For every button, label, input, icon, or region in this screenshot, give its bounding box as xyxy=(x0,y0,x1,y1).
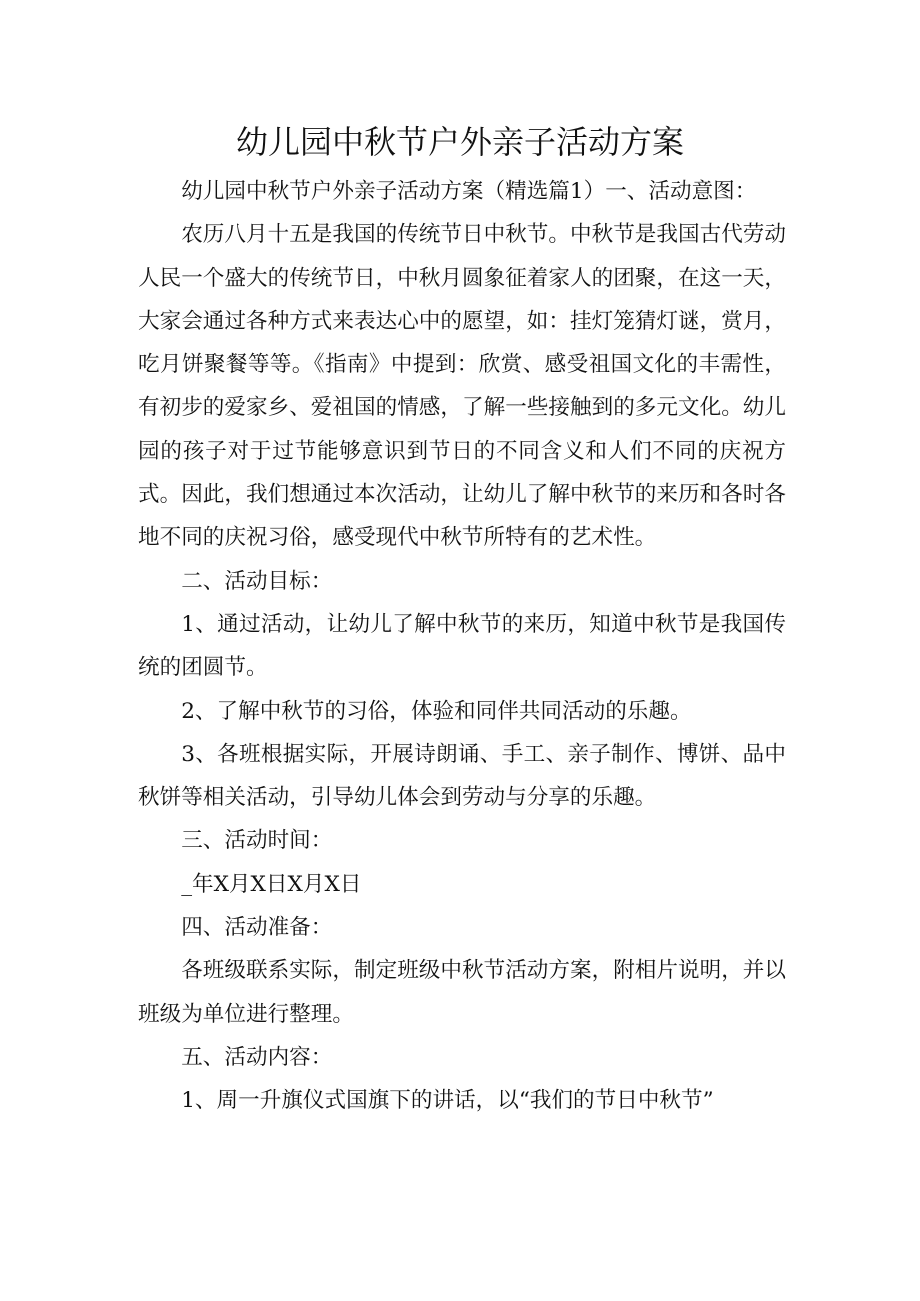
section-heading-preparation: 四、活动准备： xyxy=(181,915,333,941)
document-title: 幼儿园中秋节户外亲子活动方案 xyxy=(235,123,684,161)
goal-item-1: 1、通过活动，让幼儿了解中秋节的来历，知道中秋节是我国传统的团圆节。 xyxy=(138,611,786,681)
section-heading-goals: 二、活动目标： xyxy=(181,568,333,594)
goal-item-2: 2、了解中秋节的习俗，体验和同伴共同活动的乐趣。 xyxy=(181,698,692,724)
paragraph-intent: 农历八月十五是我国的传统节日中秋节。中秋节是我国古代劳动人民一个盛大的传统节日，中秋月圆象征着家人的团聚，在这一天，大家会通过各种方式来表达心中的愿望，如：挂灯笼猜灯谜，赏月，吃月饼聚餐等等。《指南》中提到：欣赏、感受祖国文化的丰需性，有初步的爱家乡、爱祖国的情感，了解一些接触到的多元文化。幼儿园的孩子对于过节能够意识到节日的不同含义和人们不同的庆祝方式。因此，我们想通过本次活动，让幼儿了解中秋节的来历和各时各地不同的庆祝习俗，感受现代中秋节所特有的艺术性。 xyxy=(138,222,786,551)
goal-item-3: 3、各班根据实际，开展诗朗诵、手工、亲子制作、博饼、品中秋饼等相关活动，引导幼儿体会到劳动与分享的乐趣。 xyxy=(138,741,786,811)
content-item-1: 1、周一升旗仪式国旗下的讲话，以“我们的节日中秋节” xyxy=(181,1088,714,1114)
paragraph-preparation: 各班级联系实际，制定班级中秋节活动方案，附相片说明，并以班级为单位进行整理。 xyxy=(138,958,786,1027)
section-heading-content: 五、活动内容： xyxy=(181,1044,333,1070)
paragraph-intro-heading: 幼儿园中秋节户外亲子活动方案（精选篇1）一、活动意图： xyxy=(181,179,757,204)
section-heading-time: 三、活动时间： xyxy=(181,828,333,854)
activity-time-value: _年X月X日X月X日 xyxy=(181,871,362,897)
document-body xyxy=(138,170,786,1123)
